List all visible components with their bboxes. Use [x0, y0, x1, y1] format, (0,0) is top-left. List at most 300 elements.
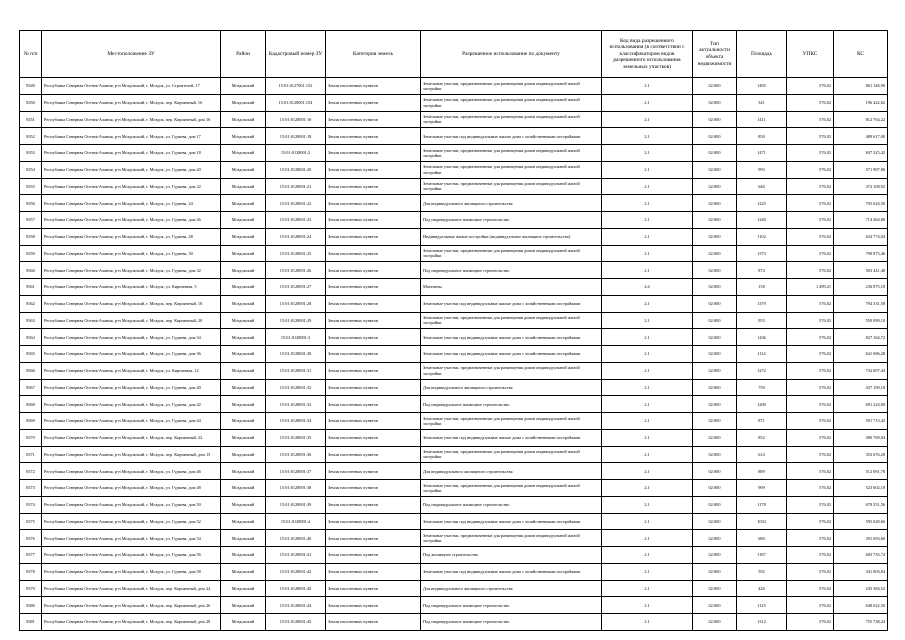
land-category-text: Земли населенных пунктов	[328, 451, 378, 457]
location-text: Республика Северная Осетия-Алания, р-н Моздокский, г. Моздок, ул. Гурьева, дом 52	[44, 518, 201, 524]
permitted-use-text: Земельные участки под индивидуальные жилые дома с хозяйственными постройками	[423, 569, 581, 575]
upks-text: 576,02	[819, 435, 831, 441]
use-code-text: 2.1	[644, 301, 650, 307]
upks-text: 576,02	[819, 234, 831, 240]
row-number-text: 8353	[26, 150, 35, 156]
cell-upks	[787, 94, 834, 111]
cell-row-number	[20, 329, 42, 346]
cell-cadastral-number	[266, 161, 326, 178]
cell-permitted-use	[421, 94, 602, 111]
location-text: Республика Северная Осетия-Алания, р-н Моздокский, г. Моздок, пер. Кирпичный, дом 15	[44, 451, 211, 457]
row-number-text: 8378	[26, 569, 35, 575]
ks-text: 634 774,04	[865, 234, 885, 240]
cell-area	[737, 212, 787, 229]
cell-ks	[834, 346, 888, 363]
area-text: 1379	[757, 301, 766, 307]
cell-actuality-type	[693, 262, 737, 279]
district-text: Моздокский	[231, 217, 255, 223]
use-code-text: 2.1	[644, 83, 650, 89]
cell-cadastral-number	[266, 279, 326, 296]
cell-permitted-use	[421, 530, 602, 547]
permitted-use-text: Для индивидуального жилищного строительства	[423, 468, 513, 474]
cell-permitted-use	[421, 463, 602, 480]
table-row	[20, 161, 888, 178]
cadastral-number-text: 15:01:0128001:43	[279, 585, 312, 591]
row-number-text: 8367	[26, 384, 35, 390]
upks-text: 1 499,21	[815, 284, 831, 290]
cell-land-category	[326, 94, 421, 111]
cell-cadastral-number	[266, 178, 326, 195]
cell-land-category	[326, 513, 421, 530]
cell-actuality-type	[693, 513, 737, 530]
table-row	[20, 396, 888, 413]
actuality-type-text: 02:000	[708, 116, 721, 122]
row-number-text: 8354	[26, 167, 35, 173]
ks-text: 847 325,42	[865, 150, 885, 156]
table-row	[20, 178, 888, 195]
district-text: Моздокский	[231, 116, 255, 122]
permitted-use-text: Земельные участки под индивидуальные жилые дома с хозяйственными постройками	[423, 518, 581, 524]
permitted-use-text: Для индивидуального жилищного строительства	[423, 384, 513, 390]
cell-cadastral-number	[266, 128, 326, 145]
cell-land-category	[326, 161, 421, 178]
land-category-text: Земли населенных пунктов	[328, 384, 378, 390]
table-row	[20, 429, 888, 446]
cell-use-code	[602, 429, 693, 446]
cell-use-code	[602, 245, 693, 262]
cell-district	[221, 446, 266, 463]
cell-district	[221, 195, 266, 212]
use-code-text: 2.1	[644, 116, 650, 122]
cell-location	[42, 94, 221, 111]
use-code-text: 2.1	[644, 552, 650, 558]
cell-land-category	[326, 530, 421, 547]
cell-upks	[787, 413, 834, 430]
cell-location	[42, 480, 221, 497]
cell-actuality-type	[693, 547, 737, 564]
cell-use-code	[602, 228, 693, 245]
upks-text: 576,02	[819, 267, 831, 273]
upks-text: 576,02	[819, 602, 831, 608]
cell-row-number	[20, 413, 42, 430]
cell-ks	[834, 463, 888, 480]
cell-permitted-use	[421, 329, 602, 346]
cell-land-category	[326, 295, 421, 312]
cell-area	[737, 580, 787, 597]
cell-row-number	[20, 262, 42, 279]
cell-ks	[834, 563, 888, 580]
use-code-text: 2.1	[644, 234, 650, 240]
cell-area	[737, 329, 787, 346]
cell-use-code	[602, 178, 693, 195]
upks-text: 576,02	[819, 585, 831, 591]
cell-use-code	[602, 463, 693, 480]
cell-upks	[787, 262, 834, 279]
cell-upks	[787, 212, 834, 229]
use-code-text: 2.1	[644, 451, 650, 457]
table-row	[20, 530, 888, 547]
cell-upks	[787, 563, 834, 580]
cell-row-number	[20, 212, 42, 229]
use-code-text: 2.1	[644, 518, 650, 524]
upks-text: 576,02	[819, 250, 831, 256]
actuality-type-text: 02:000	[708, 384, 721, 390]
land-category-text: Земли населенных пунктов	[328, 435, 378, 441]
cell-district	[221, 212, 266, 229]
cell-location	[42, 329, 221, 346]
row-number-text: 8350	[26, 100, 35, 106]
cell-permitted-use	[421, 563, 602, 580]
header-cell: Код вида разрешенного использования (в соответствии с классификатором видов разрешенного использования земельных участков)	[602, 31, 693, 78]
actuality-type-text: 02:000	[708, 150, 721, 156]
upks-text: 576,02	[819, 133, 831, 139]
cell-cadastral-number	[266, 312, 326, 329]
cell-location	[42, 178, 221, 195]
actuality-type-text: 02:000	[708, 585, 721, 591]
cell-land-category	[326, 614, 421, 631]
use-code-text: 2.1	[644, 200, 650, 206]
cell-land-category	[326, 413, 421, 430]
cell-actuality-type	[693, 178, 737, 195]
row-number-text: 8370	[26, 435, 35, 441]
area-text: 874	[758, 267, 765, 273]
cell-area	[737, 446, 787, 463]
upks-text: 576,02	[819, 619, 831, 625]
upks-text: 576,02	[819, 167, 831, 173]
location-text: Республика Северная Осетия-Алания, р-н Моздокский, г. Моздок, ул. Гурьева, 24	[44, 200, 193, 206]
cell-ks	[834, 78, 888, 95]
cell-actuality-type	[693, 78, 737, 95]
cell-land-category	[326, 245, 421, 262]
cell-row-number	[20, 362, 42, 379]
cell-actuality-type	[693, 312, 737, 329]
cell-row-number	[20, 396, 42, 413]
cell-upks	[787, 614, 834, 631]
cell-upks	[787, 111, 834, 128]
actuality-type-text: 02:000	[708, 435, 721, 441]
cell-ks	[834, 279, 888, 296]
cell-row-number	[20, 597, 42, 614]
area-text: 1312	[757, 619, 766, 625]
cell-upks	[787, 480, 834, 497]
area-text: 909	[758, 485, 765, 491]
cell-row-number	[20, 547, 42, 564]
cell-use-code	[602, 279, 693, 296]
actuality-type-text: 02:000	[708, 418, 721, 424]
cell-actuality-type	[693, 614, 737, 631]
cell-ks	[834, 379, 888, 396]
location-text: Республика Северная Осетия-Алания, р-н Моздокский, г. Моздок, ул. Гурьева, 30	[44, 250, 193, 256]
cell-area	[737, 413, 787, 430]
cell-cadastral-number	[266, 228, 326, 245]
cell-land-category	[326, 329, 421, 346]
cell-ks	[834, 245, 888, 262]
cell-ks	[834, 128, 888, 145]
cell-area	[737, 597, 787, 614]
cell-location	[42, 614, 221, 631]
cell-location	[42, 279, 221, 296]
area-text: 646	[758, 183, 765, 189]
cell-land-category	[326, 195, 421, 212]
cell-actuality-type	[693, 245, 737, 262]
row-number-text: 8356	[26, 200, 35, 206]
row-number-text: 8365	[26, 351, 35, 357]
cell-upks	[787, 195, 834, 212]
cell-permitted-use	[421, 346, 602, 363]
cell-row-number	[20, 178, 42, 195]
row-number-text: 8373	[26, 485, 35, 491]
cell-use-code	[602, 145, 693, 162]
cell-permitted-use	[421, 379, 602, 396]
land-category-text: Земли населенных пунктов	[328, 133, 378, 139]
table-header-row	[20, 31, 888, 78]
cell-area	[737, 228, 787, 245]
cell-row-number	[20, 111, 42, 128]
use-code-text: 2.1	[644, 100, 650, 106]
district-text: Моздокский	[231, 250, 255, 256]
row-number-text: 8360	[26, 267, 35, 273]
ks-text: 523 602,18	[865, 485, 885, 491]
row-number-text: 8371	[26, 451, 35, 457]
location-text: Республика Северная Осетия-Алания, р-н Моздокский, г. Моздок, пер. Кирпичный, дом 26	[44, 602, 211, 608]
cell-upks	[787, 279, 834, 296]
cell-upks	[787, 161, 834, 178]
cell-cadastral-number	[266, 262, 326, 279]
table-row	[20, 195, 888, 212]
area-text: 850	[758, 133, 765, 139]
cell-row-number	[20, 463, 42, 480]
permitted-use-text: Земельные участки под индивидуальные жилые дома с хозяйственными постройками	[423, 435, 581, 441]
cell-area	[737, 614, 787, 631]
cell-area	[737, 178, 787, 195]
cell-row-number	[20, 128, 42, 145]
upks-text: 576,02	[819, 317, 831, 323]
ks-text: 794 331,58	[865, 301, 885, 307]
cell-actuality-type	[693, 128, 737, 145]
table-row	[20, 279, 888, 296]
cadastral-number-text: 15:01:0128001:25	[279, 250, 312, 256]
cell-permitted-use	[421, 480, 602, 497]
location-text: Республика Северная Осетия-Алания, р-н Моздокский, г. Моздок, ул. Гурьева, дом 17	[44, 133, 201, 139]
area-text: 1411	[757, 116, 766, 122]
cell-ks	[834, 111, 888, 128]
use-code-text: 2.1	[644, 585, 650, 591]
use-code-text: 2.1	[644, 133, 650, 139]
upks-text: 576,02	[819, 451, 831, 457]
cell-use-code	[602, 530, 693, 547]
cell-location	[42, 161, 221, 178]
ks-text: 678 551,56	[865, 502, 885, 508]
cadastral-number-text: 15:01:0128001:37	[279, 468, 312, 474]
cell-cadastral-number	[266, 413, 326, 430]
cadastral-number-text: 15:01:0128001:42	[279, 569, 312, 575]
district-text: Моздокский	[231, 317, 255, 323]
district-text: Моздокский	[231, 100, 255, 106]
use-code-text: 4.4	[644, 284, 650, 290]
cell-area	[737, 346, 787, 363]
cell-use-code	[602, 94, 693, 111]
cell-upks	[787, 245, 834, 262]
area-text: 889	[758, 468, 765, 474]
actuality-type-text: 02:000	[708, 317, 721, 323]
cadastral-number-text: 15:01:0128001:45	[279, 619, 312, 625]
land-category-text: Земли населенных пунктов	[328, 518, 378, 524]
cell-actuality-type	[693, 212, 737, 229]
cell-land-category	[326, 463, 421, 480]
cell-land-category	[326, 580, 421, 597]
district-text: Моздокский	[231, 535, 255, 541]
cell-row-number	[20, 245, 42, 262]
use-code-text: 2.1	[644, 602, 650, 608]
land-category-text: Земли населенных пунктов	[328, 116, 378, 122]
location-text: Республика Северная Осетия-Алания, р-н Моздокский, г. Моздок, ул. Кирпичная, 5	[44, 284, 197, 290]
cell-district	[221, 178, 266, 195]
permitted-use-text: Земельные участки, предназначенные для размещения домов индивидуальной жилой застройки	[423, 482, 580, 493]
location-text: Республика Северная Осетия-Алания, р-н Моздокский, г. Моздок, ул. Гурьева, 28	[44, 234, 193, 240]
location-text: Республика Северная Осетия-Алания, р-н Моздокский, г. Моздок, ул. Гурьева, дом 54	[44, 535, 201, 541]
cell-location	[42, 413, 221, 430]
land-category-text: Земли населенных пунктов	[328, 351, 378, 357]
ks-text: 790 875,46	[865, 250, 885, 256]
land-category-text: Земли населенных пунктов	[328, 585, 378, 591]
permitted-use-text: Под индивидуальное жилищное строительство	[423, 619, 510, 625]
cell-permitted-use	[421, 279, 602, 296]
cell-land-category	[326, 563, 421, 580]
location-text: Республика Северная Осетия-Алания, р-н Моздокский, г. Моздок, ул. Гурьева, дом 40	[44, 384, 201, 390]
use-code-text: 2.1	[644, 317, 650, 323]
actuality-type-text: 02:000	[708, 485, 721, 491]
upks-text: 576,02	[819, 301, 831, 307]
area-text: 852	[758, 435, 765, 441]
cell-row-number	[20, 78, 42, 95]
land-category-text: Земли населенных пунктов	[328, 284, 378, 290]
cell-district	[221, 262, 266, 279]
cell-location	[42, 128, 221, 145]
district-text: Моздокский	[231, 200, 255, 206]
ks-text: 595 028,66	[865, 518, 885, 524]
cell-actuality-type	[693, 145, 737, 162]
ks-text: 489 617,00	[865, 133, 885, 139]
land-category-text: Земли населенных пунктов	[328, 83, 378, 89]
cell-row-number	[20, 580, 42, 597]
land-category-text: Земли населенных пунктов	[328, 401, 378, 407]
cell-district	[221, 362, 266, 379]
cell-upks	[787, 496, 834, 513]
ks-text: 341 003,84	[865, 569, 885, 575]
upks-text: 576,02	[819, 569, 831, 575]
actuality-type-text: 02:000	[708, 569, 721, 575]
ks-text: 571 987,86	[865, 167, 885, 173]
use-code-text: 2.1	[644, 167, 650, 173]
location-text: Республика Северная Осетия-Алания, р-н Моздокский, г. Моздок, пер. Кирпичный, дом 28	[44, 619, 211, 625]
cell-actuality-type	[693, 480, 737, 497]
location-text: Республика Северная Осетия-Алания, р-н Моздокский, г. Моздок, ул. Гурьева, дом 20	[44, 167, 201, 173]
table-row	[20, 463, 888, 480]
cell-area	[737, 111, 787, 128]
cell-location	[42, 212, 221, 229]
cell-use-code	[602, 496, 693, 513]
district-text: Моздокский	[231, 435, 255, 441]
land-category-text: Земли населенных пунктов	[328, 217, 378, 223]
table-row	[20, 94, 888, 111]
permitted-use-text: Земельные участки, предназначенные для размещения домов индивидуальной жилой застройки	[423, 365, 580, 376]
district-text: Моздокский	[231, 552, 255, 558]
upks-text: 576,02	[819, 368, 831, 374]
cell-land-category	[326, 496, 421, 513]
location-text: Республика Северная Осетия-Алания, р-н Моздокский, г. Моздок, ул. Гурьева, дом 58	[44, 569, 201, 575]
cell-cadastral-number	[266, 145, 326, 162]
cell-use-code	[602, 513, 693, 530]
ks-text: 391 693,60	[865, 535, 885, 541]
location-text: Республика Северная Осетия-Алания, р-н Моздокский, г. Моздок, ул. Гурьева, дом 44	[44, 418, 201, 424]
area-text: 680	[758, 535, 765, 541]
table-row	[20, 212, 888, 229]
cell-cadastral-number	[266, 111, 326, 128]
row-number-text: 8381	[26, 619, 35, 625]
cell-cadastral-number	[266, 212, 326, 229]
cell-upks	[787, 446, 834, 463]
actuality-type-text: 02:000	[708, 83, 721, 89]
document-page	[19, 30, 887, 631]
cell-row-number	[20, 228, 42, 245]
cell-row-number	[20, 429, 42, 446]
land-category-text: Земли населенных пунктов	[328, 167, 378, 173]
cell-permitted-use	[421, 212, 602, 229]
cell-upks	[787, 379, 834, 396]
cell-use-code	[602, 396, 693, 413]
cell-ks	[834, 580, 888, 597]
cell-upks	[787, 463, 834, 480]
cell-permitted-use	[421, 245, 602, 262]
location-text: Республика Северная Осетия-Алания, р-н Моздокский, г. Моздок, пер. Кирпичный, 18	[44, 301, 203, 307]
table-row	[20, 379, 888, 396]
permitted-use-text: Земельные участки под индивидуальные жилые дома с хозяйственными постройками	[423, 301, 581, 307]
actuality-type-text: 02:000	[708, 267, 721, 273]
cell-use-code	[602, 480, 693, 497]
actuality-type-text: 02:000	[708, 200, 721, 206]
cell-ks	[834, 496, 888, 513]
ks-text: 705 624,50	[865, 200, 885, 206]
location-text: Республика Северная Осетия-Алания, р-н Моздокский, г. Моздок, пер. Кирпичный, 20	[44, 317, 203, 323]
upks-text: 576,02	[819, 535, 831, 541]
cell-ks	[834, 145, 888, 162]
ks-text: 437 199,18	[865, 384, 885, 390]
land-category-text: Земли населенных пунктов	[328, 602, 378, 608]
cell-upks	[787, 295, 834, 312]
cell-district	[221, 295, 266, 312]
ks-text: 196 422,82	[865, 100, 885, 106]
cell-actuality-type	[693, 111, 737, 128]
cell-row-number	[20, 480, 42, 497]
cell-use-code	[602, 329, 693, 346]
row-number-text: 8368	[26, 401, 35, 407]
district-text: Моздокский	[231, 234, 255, 240]
cell-area	[737, 530, 787, 547]
table-row	[20, 547, 888, 564]
cell-location	[42, 145, 221, 162]
row-number-text: 8363	[26, 317, 35, 323]
cell-ks	[834, 94, 888, 111]
land-category-text: Земли населенных пунктов	[328, 569, 378, 575]
district-text: Моздокский	[231, 284, 255, 290]
header-cell: Тип актуальности объекта недвижимости	[693, 31, 737, 78]
actuality-type-text: 02:000	[708, 451, 721, 457]
cell-location	[42, 446, 221, 463]
cell-ks	[834, 329, 888, 346]
land-category-text: Земли населенных пунктов	[328, 485, 378, 491]
area-text: 1187	[757, 552, 766, 558]
upks-text: 576,02	[819, 418, 831, 424]
